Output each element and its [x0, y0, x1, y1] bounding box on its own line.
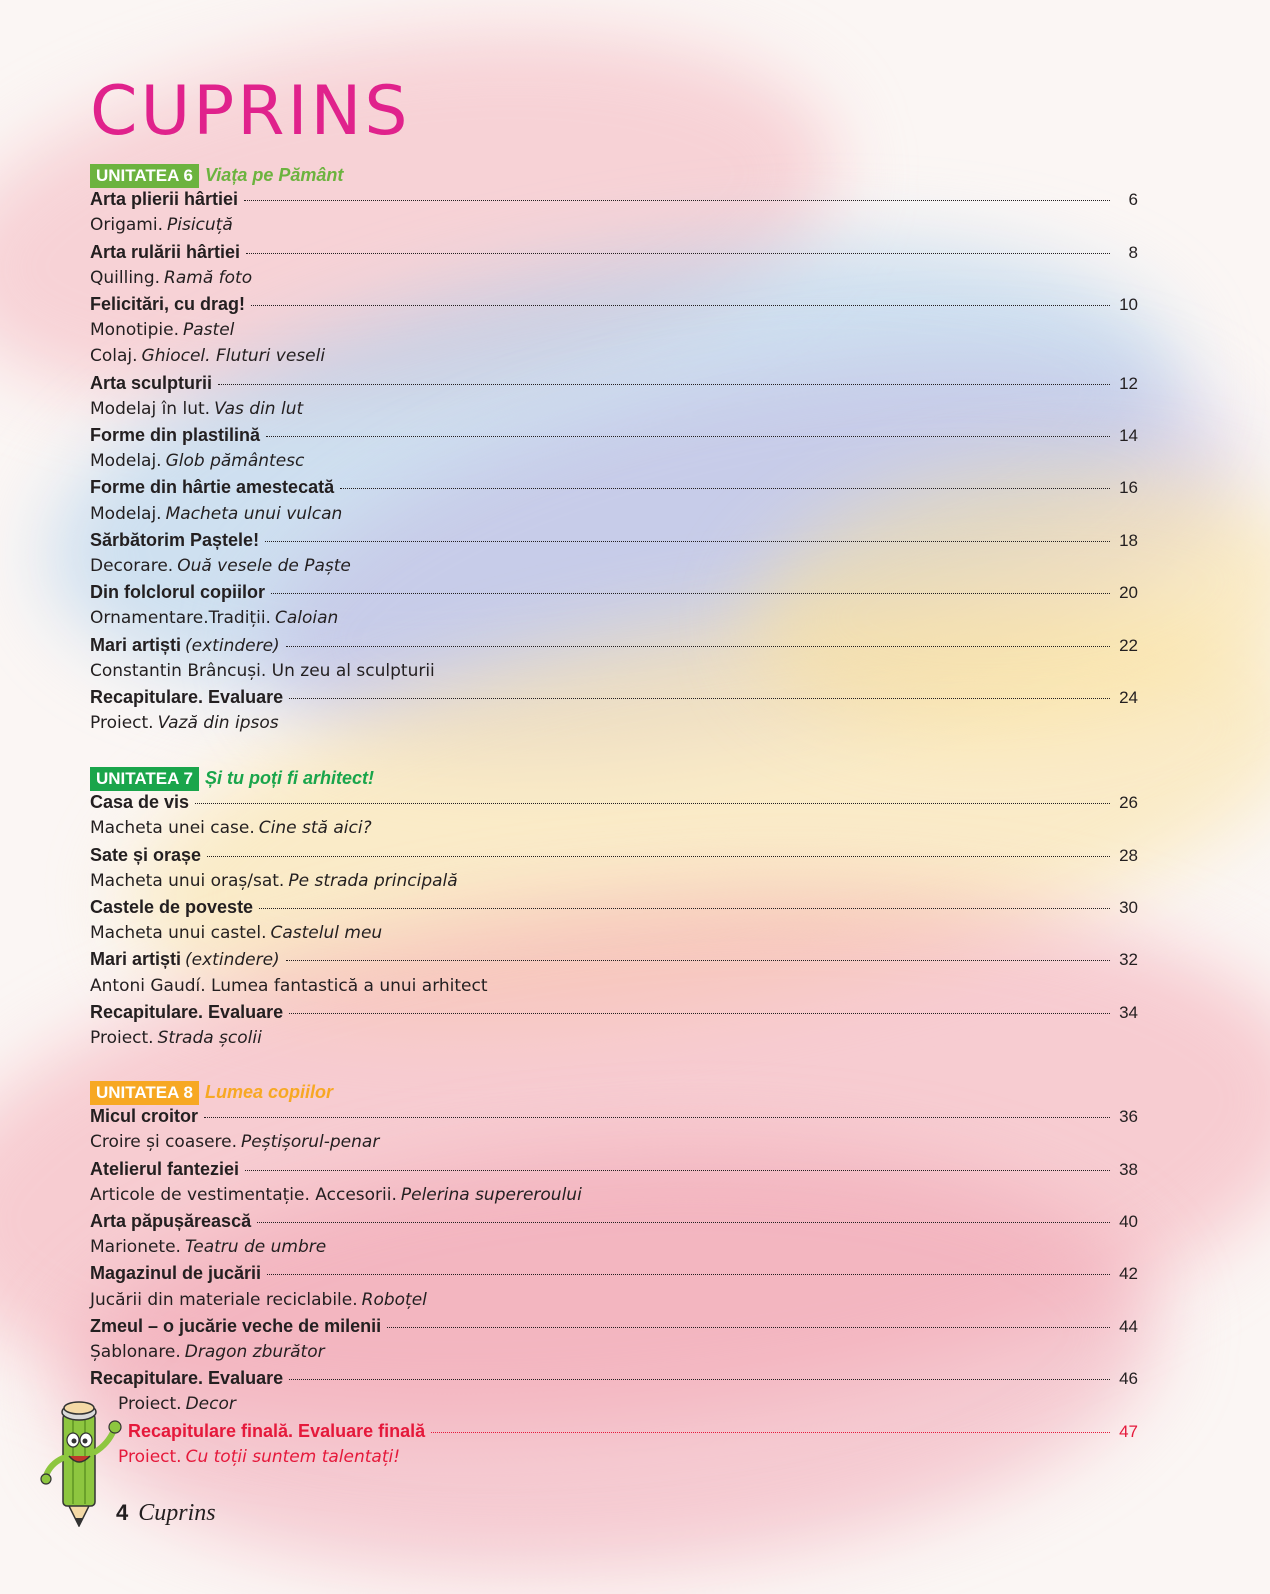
activity-name: Pe strada principală [288, 870, 458, 891]
lesson-subtitle [90, 871, 1138, 897]
lesson-row[interactable] [90, 845, 1138, 871]
activity-name: Ramă foto [164, 267, 253, 288]
activity-name: Castelul meu [270, 923, 383, 944]
dot-leader [431, 1432, 1110, 1433]
activity-name: Glob pământesc [165, 451, 305, 472]
technique-label: Articole de vestimentație. Accesorii. [90, 1184, 397, 1205]
technique-label: Constantin Brâncuși. Un zeu al sculpturii [90, 660, 435, 681]
lesson-subtitle [90, 1290, 1138, 1316]
technique-label: Monotipie. [90, 320, 180, 341]
dot-leader [207, 856, 1110, 857]
lesson-title: Sărbătorim Paștele! [90, 529, 260, 550]
lesson-page-number: 32 [1119, 950, 1138, 970]
activity-name: Strada școlii [157, 1028, 262, 1048]
activity-name: Ghiocel. Fluturi veseli [141, 346, 326, 367]
lesson-title: Atelierul fanteziei [90, 1158, 240, 1179]
lesson-subtitle [90, 1237, 1138, 1263]
lesson-page-number: 30 [1119, 898, 1138, 917]
unit-badge: UNITATEA 6 [90, 164, 199, 188]
lesson-row[interactable] [90, 242, 1138, 268]
lesson-row[interactable] [90, 1211, 1138, 1237]
lesson-title: Arta păpușărească [90, 1211, 252, 1231]
lesson-page-number: 20 [1119, 583, 1138, 603]
activity-name: Cine stă aici? [258, 818, 372, 839]
lesson-subtitle [90, 1028, 1138, 1054]
lesson-subtitle [90, 1342, 1138, 1368]
dot-leader [195, 803, 1110, 804]
dot-leader [289, 1379, 1110, 1380]
lesson-title: Mari artiști [90, 949, 182, 970]
activity-name: Caloian [274, 608, 339, 629]
unit-name: Lumea copiilor [204, 1082, 333, 1102]
lesson-subtitle [90, 923, 1138, 949]
activity-name: Macheta unui vulcan [165, 503, 343, 524]
lesson-title: Castele de poveste [90, 897, 254, 917]
lesson-row[interactable] [90, 1316, 1138, 1342]
technique-label: Proiect. [90, 713, 154, 734]
lesson-subtitle [90, 556, 1138, 582]
lesson-row[interactable] [90, 792, 1138, 818]
dot-leader [289, 698, 1110, 699]
activity-name: Teatru de umbre [184, 1237, 327, 1258]
lesson-row[interactable] [90, 373, 1138, 399]
technique-label: Modelaj. [90, 503, 162, 524]
technique-label: Proiect. [118, 1447, 182, 1468]
dot-leader [265, 541, 1110, 542]
lesson-title: Forme din plastilină [90, 425, 261, 445]
technique-label: Macheta unui oraș/sat. [90, 870, 285, 891]
lesson-row[interactable] [90, 294, 1138, 320]
final-project-subtitle [118, 1447, 1166, 1473]
activity-name: Cu toții suntem talentați! [185, 1447, 401, 1468]
lesson-title: Arta rulării hârtiei [90, 241, 241, 262]
lesson-title: Sate și orașe [90, 844, 202, 865]
lesson-title: Mari artiști [90, 634, 182, 655]
dot-leader [286, 646, 1110, 647]
lesson-subtitle [90, 713, 1138, 739]
technique-label: Modelaj. [90, 451, 162, 472]
dot-leader [387, 1327, 1110, 1328]
activity-name: Pastel [183, 320, 235, 341]
lesson-title: Casa de vis [90, 792, 190, 813]
lesson-page-number: 16 [1119, 478, 1138, 498]
lesson-page-number: 40 [1119, 1212, 1138, 1231]
lesson-subtitle [90, 451, 1138, 477]
lesson-page-number: 18 [1119, 530, 1138, 550]
final-review-title: Recapitulare finală. Evaluare finală [128, 1421, 426, 1441]
lesson-row[interactable] [90, 425, 1138, 451]
lesson-subtitle [90, 661, 1138, 687]
lesson-page-number: 36 [1119, 1107, 1138, 1127]
dot-leader [271, 593, 1110, 594]
lesson-page-number: 38 [1119, 1159, 1138, 1179]
lesson-note: (extindere) [185, 950, 280, 971]
lesson-subtitle [90, 818, 1138, 844]
technique-label: Modelaj în lut. [90, 398, 211, 419]
lesson-subtitle [90, 976, 1138, 1002]
pencil-mascot-icon [38, 1392, 128, 1527]
lesson-page-number: 46 [1119, 1369, 1138, 1389]
final-page-number: 47 [1119, 1422, 1138, 1441]
lesson-page-number: 10 [1119, 295, 1138, 314]
lesson-row[interactable] [90, 1002, 1138, 1028]
lesson-row[interactable] [90, 949, 1138, 975]
technique-label: Proiect. [90, 1028, 154, 1048]
unit-badge: UNITATEA 7 [90, 767, 199, 791]
lesson-subtitle [90, 346, 1138, 372]
technique-label: Antoni Gaudí. Lumea fantastică a unui arhitect [90, 975, 488, 996]
dot-leader [245, 1170, 1110, 1171]
lesson-subtitle [118, 1394, 1166, 1420]
page-title: CUPRINS [90, 72, 411, 151]
lesson-page-number: 8 [1128, 242, 1138, 262]
lesson-title: Arta plierii hârtiei [90, 189, 239, 210]
footer-label: Cuprins [138, 1500, 216, 1526]
lesson-row[interactable] [90, 477, 1138, 503]
technique-label: Ornamentare.Tradiții. [90, 608, 271, 629]
dot-leader [257, 1222, 1110, 1223]
lesson-subtitle [90, 1132, 1138, 1158]
lesson-subtitle [90, 268, 1138, 294]
lesson-row[interactable] [90, 687, 1138, 713]
technique-label: Quilling. [90, 267, 161, 288]
dot-leader [289, 1013, 1110, 1014]
lesson-row[interactable] [90, 1368, 1138, 1394]
lesson-page-number: 42 [1119, 1264, 1138, 1284]
lesson-note: (extindere) [185, 635, 280, 656]
dot-leader [267, 1274, 1110, 1275]
lesson-title: Arta sculpturii [90, 372, 213, 393]
lesson-subtitle [90, 608, 1138, 634]
activity-name: Vază din ipsos [157, 713, 279, 734]
technique-label: Croire și coasere. [90, 1132, 238, 1153]
lesson-title: Micul croitor [90, 1106, 199, 1127]
lesson-row[interactable] [90, 189, 1138, 215]
lesson-page-number: 24 [1119, 688, 1138, 707]
technique-label: Macheta unui castel. [90, 923, 267, 944]
dot-leader [286, 960, 1110, 961]
dot-leader [204, 1117, 1110, 1118]
dot-leader [246, 253, 1110, 254]
lesson-title: Din folclorul copiilor [90, 582, 265, 603]
activity-name: Pisicuță [167, 215, 233, 236]
activity-name: Dragon zburător [184, 1342, 325, 1362]
lesson-page-number: 22 [1119, 635, 1138, 655]
technique-label: Jucării din materiale reciclabile. [90, 1289, 358, 1310]
lesson-page-number: 34 [1119, 1002, 1138, 1022]
lesson-page-number: 26 [1119, 793, 1138, 813]
dot-leader [266, 436, 1110, 437]
lesson-title: Recapitulare. Evaluare [90, 1368, 284, 1389]
activity-name: Roboțel [361, 1289, 427, 1310]
lesson-page-number: 12 [1119, 373, 1138, 393]
lesson-page-number: 28 [1119, 845, 1138, 865]
lesson-title: Recapitulare. Evaluare [90, 1001, 284, 1022]
dot-leader [251, 305, 1110, 306]
lesson-row[interactable] [90, 1159, 1138, 1185]
unit-heading [90, 766, 374, 791]
dot-leader [218, 384, 1110, 385]
lesson-page-number: 44 [1119, 1316, 1138, 1336]
activity-name: Peștișorul-penar [241, 1132, 380, 1153]
lesson-row[interactable] [90, 1106, 1138, 1132]
page-number: 4 [116, 1500, 129, 1525]
technique-label: Decorare. [90, 556, 174, 576]
lesson-row[interactable] [90, 1263, 1138, 1289]
unit-name: Și tu poți fi arhitect! [204, 768, 374, 788]
activity-name: Vas din lut [214, 398, 304, 419]
dot-leader [340, 488, 1110, 489]
unit-heading [90, 163, 343, 188]
lesson-page-number: 14 [1119, 426, 1138, 445]
unit-heading [90, 1080, 333, 1105]
page-footer [116, 1500, 216, 1527]
lesson-title: Felicitări, cu drag! [90, 294, 246, 314]
lesson-subtitle [90, 399, 1138, 425]
dot-leader [259, 908, 1110, 909]
lesson-row[interactable] [90, 530, 1138, 556]
lesson-row[interactable] [90, 897, 1138, 923]
lesson-title: Forme din hârtie amestecată [90, 477, 335, 498]
lesson-subtitle [90, 504, 1138, 530]
lesson-subtitle [90, 215, 1138, 241]
lesson-row[interactable] [90, 635, 1138, 661]
technique-label: Proiect. [118, 1394, 182, 1415]
lesson-title: Zmeul – o jucărie veche de milenii [90, 1315, 382, 1336]
activity-name: Ouă vesele de Paște [177, 556, 351, 576]
final-review-row[interactable] [128, 1421, 1138, 1447]
activity-name: Pelerina supereroului [400, 1184, 582, 1205]
technique-label: Marionete. [90, 1237, 181, 1258]
lesson-row[interactable] [90, 582, 1138, 608]
lesson-subtitle [90, 320, 1138, 346]
lesson-title: Magazinul de jucării [90, 1263, 262, 1284]
technique-label: Colaj. [90, 346, 138, 367]
dot-leader [244, 200, 1110, 201]
activity-name: Decor [185, 1394, 236, 1415]
technique-label: Macheta unei case. [90, 818, 255, 839]
unit-badge: UNITATEA 8 [90, 1081, 199, 1105]
lesson-page-number: 6 [1128, 190, 1138, 210]
lesson-title: Recapitulare. Evaluare [90, 687, 284, 707]
lesson-subtitle [90, 1185, 1138, 1211]
unit-name: Viața pe Pământ [204, 165, 344, 185]
technique-label: Șablonare. [90, 1342, 181, 1362]
technique-label: Origami. [90, 215, 163, 236]
